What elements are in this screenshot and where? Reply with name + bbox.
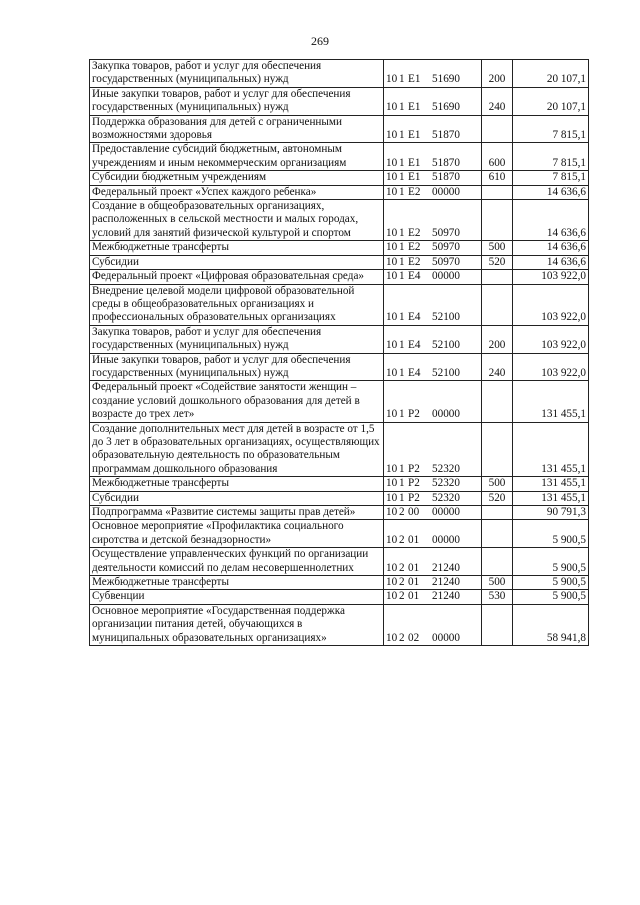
code-program: 1	[399, 339, 405, 352]
code-target: 52100	[432, 311, 460, 324]
row-name: Иные закупки товаров, работ и услуг для обеспечения государственных (муниципальных) нужд	[90, 353, 384, 381]
code-program: 2	[399, 561, 405, 574]
row-name: Межбюджетные трансферты	[90, 576, 384, 590]
code-program: 1	[399, 408, 405, 421]
row-expense-type	[482, 381, 513, 422]
table-row	[90, 381, 589, 422]
code-section: 10	[386, 491, 398, 504]
code-program: 2	[399, 631, 405, 644]
row-sum: 5 900,5	[513, 548, 589, 576]
budget-table	[89, 59, 589, 646]
table-row	[90, 477, 589, 491]
row-name: Субвенции	[90, 590, 384, 604]
row-name: Межбюджетные трансферты	[90, 241, 384, 255]
code-program: 2	[399, 506, 405, 518]
table-row	[90, 171, 589, 185]
code-subprogram: E4	[408, 311, 421, 324]
code-target: 21240	[432, 590, 460, 603]
code-program: 1	[399, 311, 405, 324]
code-subprogram: P2	[408, 462, 420, 475]
code-target: 52320	[432, 491, 460, 504]
row-code	[384, 241, 482, 255]
code-program: 1	[399, 270, 405, 283]
row-code	[384, 143, 482, 171]
row-name: Иные закупки товаров, работ и услуг для обеспечения государственных (муниципальных) нужд	[90, 87, 384, 115]
code-section: 10	[386, 73, 398, 86]
code-target: 51690	[432, 73, 460, 86]
row-expense-type	[482, 548, 513, 576]
table-row	[90, 270, 589, 284]
code-program: 1	[399, 255, 405, 268]
row-sum: 103 922,0	[513, 353, 589, 381]
code-subprogram: 00	[408, 506, 420, 518]
code-program: 2	[399, 533, 405, 546]
code-section: 10	[386, 506, 398, 518]
row-expense-type	[482, 604, 513, 645]
code-target: 00000	[432, 408, 460, 421]
row-code	[384, 325, 482, 353]
table-row	[90, 422, 589, 477]
row-expense-type	[482, 422, 513, 477]
row-expense-type	[482, 185, 513, 199]
code-program: 1	[399, 129, 405, 142]
code-section: 10	[386, 185, 398, 198]
row-name: Федеральный проект «Содействие занятости женщин – создание условий дошкольного образования для детей в возрасте до трех лет»	[90, 381, 384, 422]
code-target: 00000	[432, 533, 460, 546]
row-name: Федеральный проект «Успех каждого ребенка»	[90, 185, 384, 199]
row-code	[384, 477, 482, 491]
row-sum: 5 900,5	[513, 576, 589, 590]
table-row	[90, 604, 589, 645]
row-code	[384, 115, 482, 143]
code-program: 1	[399, 226, 405, 239]
code-subprogram: E1	[408, 156, 421, 169]
code-section: 10	[386, 101, 398, 114]
code-target: 50970	[432, 241, 460, 254]
row-expense-type: 200	[482, 60, 513, 88]
row-expense-type	[482, 200, 513, 241]
code-subprogram: E1	[408, 129, 421, 142]
table-row	[90, 143, 589, 171]
row-code	[384, 284, 482, 325]
row-code	[384, 270, 482, 284]
row-code	[384, 520, 482, 548]
table-row	[90, 520, 589, 548]
code-section: 10	[386, 561, 398, 574]
row-code	[384, 491, 482, 505]
row-expense-type: 200	[482, 325, 513, 353]
row-expense-type: 530	[482, 590, 513, 604]
code-program: 1	[399, 491, 405, 504]
row-name: Основное мероприятие «Государственная поддержка организации питания детей, обучающихся в муниципальных образовательных организациях»	[90, 604, 384, 645]
row-expense-type: 520	[482, 491, 513, 505]
code-program: 1	[399, 477, 405, 490]
row-name: Создание дополнительных мест для детей в возрасте от 1,5 до 3 лет в образовательных организациях, осуществляющих образовательную деятельность по образовательным программам дошкольного образования	[90, 422, 384, 477]
row-expense-type: 500	[482, 576, 513, 590]
row-sum: 90 791,3	[513, 506, 589, 520]
code-program: 1	[399, 462, 405, 475]
code-subprogram: 01	[408, 533, 420, 546]
code-subprogram: E2	[408, 185, 421, 198]
code-section: 10	[386, 408, 398, 421]
code-target: 21240	[432, 576, 460, 589]
code-target: 52320	[432, 477, 460, 490]
row-code	[384, 353, 482, 381]
code-subprogram: E2	[408, 226, 421, 239]
code-subprogram: 01	[408, 576, 420, 589]
table-row	[90, 325, 589, 353]
code-target: 21240	[432, 561, 460, 574]
code-program: 2	[399, 576, 405, 589]
code-target: 50970	[432, 226, 460, 239]
row-name: Осуществление управленческих функций по организации деятельности комиссий по делам несовершеннолетних	[90, 548, 384, 576]
row-expense-type: 240	[482, 87, 513, 115]
row-code	[384, 185, 482, 199]
row-expense-type	[482, 115, 513, 143]
row-sum: 14 636,6	[513, 255, 589, 269]
budget-table-body	[90, 60, 589, 646]
code-section: 10	[386, 226, 398, 239]
code-subprogram: E1	[408, 73, 421, 86]
code-subprogram: E2	[408, 255, 421, 268]
code-target: 51690	[432, 101, 460, 114]
table-row	[90, 576, 589, 590]
row-code	[384, 422, 482, 477]
row-name: Межбюджетные трансферты	[90, 477, 384, 491]
code-subprogram: 01	[408, 590, 420, 603]
table-row	[90, 506, 589, 520]
table-row	[90, 60, 589, 88]
row-expense-type: 610	[482, 171, 513, 185]
row-sum: 7 815,1	[513, 115, 589, 143]
row-code	[384, 200, 482, 241]
code-subprogram: E4	[408, 366, 421, 379]
row-expense-type	[482, 506, 513, 520]
code-target: 00000	[432, 506, 460, 518]
code-target: 52320	[432, 462, 460, 475]
code-target: 00000	[432, 631, 460, 644]
code-target: 51870	[432, 156, 460, 169]
row-name: Создание в общеобразовательных организациях, расположенных в сельской местности и малых городах, условий для занятий физической культурой и спортом	[90, 200, 384, 241]
code-target: 00000	[432, 185, 460, 198]
row-sum: 103 922,0	[513, 325, 589, 353]
code-subprogram: 02	[408, 631, 420, 644]
code-section: 10	[386, 255, 398, 268]
row-expense-type	[482, 284, 513, 325]
code-target: 51870	[432, 171, 460, 184]
code-target: 00000	[432, 270, 460, 283]
code-subprogram: E4	[408, 339, 421, 352]
row-expense-type: 240	[482, 353, 513, 381]
code-section: 10	[386, 311, 398, 324]
code-section: 10	[386, 366, 398, 379]
code-subprogram: E1	[408, 171, 421, 184]
code-subprogram: E4	[408, 270, 421, 283]
code-subprogram: E1	[408, 101, 421, 114]
row-name: Поддержка образования для детей с ограниченными возможностями здоровья	[90, 115, 384, 143]
row-code	[384, 255, 482, 269]
code-target: 50970	[432, 255, 460, 268]
row-sum: 103 922,0	[513, 284, 589, 325]
code-target: 52100	[432, 366, 460, 379]
row-sum: 7 815,1	[513, 143, 589, 171]
row-expense-type	[482, 270, 513, 284]
row-code	[384, 548, 482, 576]
row-sum: 20 107,1	[513, 60, 589, 88]
row-sum: 131 455,1	[513, 477, 589, 491]
code-section: 10	[386, 241, 398, 254]
row-sum: 131 455,1	[513, 422, 589, 477]
code-program: 1	[399, 101, 405, 114]
code-target: 51870	[432, 129, 460, 142]
page-number: 269	[311, 34, 329, 48]
table-row	[90, 353, 589, 381]
code-program: 1	[399, 73, 405, 86]
table-row	[90, 115, 589, 143]
code-section: 10	[386, 462, 398, 475]
row-name: Субсидии	[90, 491, 384, 505]
table-row	[90, 200, 589, 241]
row-sum: 14 636,6	[513, 185, 589, 199]
row-code	[384, 506, 482, 520]
row-sum: 14 636,6	[513, 200, 589, 241]
row-expense-type: 600	[482, 143, 513, 171]
code-section: 10	[386, 533, 398, 546]
row-name: Федеральный проект «Цифровая образовательная среда»	[90, 270, 384, 284]
code-program: 1	[399, 185, 405, 198]
code-subprogram: P2	[408, 408, 420, 421]
code-program: 1	[399, 241, 405, 254]
row-name: Закупка товаров, работ и услуг для обеспечения государственных (муниципальных) нужд	[90, 325, 384, 353]
table-row	[90, 185, 589, 199]
row-code	[384, 171, 482, 185]
row-name: Внедрение целевой модели цифровой образовательной среды в общеобразовательных организациях и профессиональных образовательных организациях	[90, 284, 384, 325]
row-name: Субсидии бюджетным учреждениям	[90, 171, 384, 185]
code-section: 10	[386, 156, 398, 169]
code-section: 10	[386, 576, 398, 589]
code-section: 10	[386, 590, 398, 603]
table-row	[90, 284, 589, 325]
code-program: 1	[399, 156, 405, 169]
code-target: 52100	[432, 339, 460, 352]
row-expense-type: 500	[482, 241, 513, 255]
table-row	[90, 87, 589, 115]
code-program: 1	[399, 171, 405, 184]
row-name: Субсидии	[90, 255, 384, 269]
code-subprogram: P2	[408, 491, 420, 504]
row-sum: 7 815,1	[513, 171, 589, 185]
row-name: Подпрограмма «Развитие системы защиты прав детей»	[90, 506, 384, 520]
row-name: Закупка товаров, работ и услуг для обеспечения государственных (муниципальных) нужд	[90, 60, 384, 88]
table-row	[90, 255, 589, 269]
row-code	[384, 604, 482, 645]
row-code	[384, 87, 482, 115]
row-sum: 103 922,0	[513, 270, 589, 284]
table-row	[90, 548, 589, 576]
code-section: 10	[386, 339, 398, 352]
row-sum: 58 941,8	[513, 604, 589, 645]
table-row	[90, 590, 589, 604]
code-subprogram: E2	[408, 241, 421, 254]
code-subprogram: 01	[408, 561, 420, 574]
row-name: Основное мероприятие «Профилактика социального сиротства и детской безнадзорности»	[90, 520, 384, 548]
row-sum: 14 636,6	[513, 241, 589, 255]
row-sum: 5 900,5	[513, 590, 589, 604]
row-sum: 131 455,1	[513, 491, 589, 505]
row-name: Предоставление субсидий бюджетным, автономным учреждениям и иным некоммерческим организациям	[90, 143, 384, 171]
row-code	[384, 590, 482, 604]
table-row	[90, 241, 589, 255]
row-expense-type: 500	[482, 477, 513, 491]
code-section: 10	[386, 477, 398, 490]
row-sum: 131 455,1	[513, 381, 589, 422]
row-code	[384, 576, 482, 590]
code-section: 10	[386, 129, 398, 142]
code-section: 10	[386, 171, 398, 184]
table-row	[90, 491, 589, 505]
code-program: 1	[399, 366, 405, 379]
code-program: 2	[399, 590, 405, 603]
row-expense-type	[482, 520, 513, 548]
code-subprogram: P2	[408, 477, 420, 490]
row-sum: 5 900,5	[513, 520, 589, 548]
row-code	[384, 60, 482, 88]
row-expense-type: 520	[482, 255, 513, 269]
row-code	[384, 381, 482, 422]
code-section: 10	[386, 270, 398, 283]
row-sum: 20 107,1	[513, 87, 589, 115]
code-section: 10	[386, 631, 398, 644]
